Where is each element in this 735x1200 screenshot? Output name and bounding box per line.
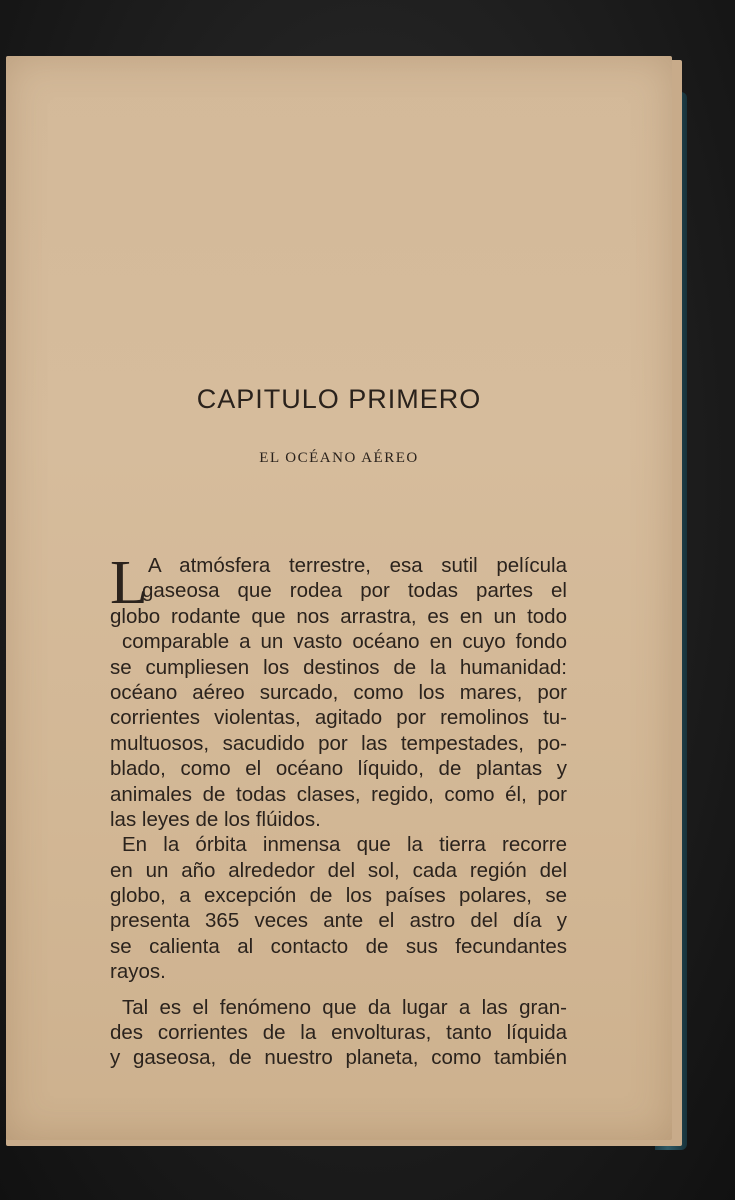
text-line: corrientes violentas, agitado por remolinos tu- [110,706,567,730]
paragraph-1 [110,549,567,832]
text-line: las leyes de los flúidos. [110,807,321,831]
text-line: En la órbita inmensa que la tierra recorre [122,833,567,857]
text-line: multuosos, sacudido por las tempestades, po- [110,731,567,755]
text-line: gaseosa que rodea por todas partes el [142,579,567,603]
text-line: rayos. [110,960,166,984]
text-line: blado, como el océano líquido, de plantas y [110,757,567,781]
text-line: globo, a excepción de los países polares, se [110,884,567,908]
text-line: globo rodante que nos arrastra, es en un todo [110,604,567,628]
text-line: se calienta al contacto de sus fecundantes [110,934,567,958]
body-text [110,549,567,1071]
paragraph-3 [110,995,567,1071]
text-line: océano aéreo surcado, como los mares, por [110,680,567,704]
text-line: Tal es el fenómeno que da lugar a las gran- [122,995,567,1019]
text-line: animales de todas clases, regido, como él, por [110,782,567,806]
text-line: A atmósfera terrestre, esa sutil película [148,554,567,577]
drop-cap: L [110,549,148,617]
book-page [6,56,672,1140]
text-line: se cumpliesen los destinos de la humanidad: [110,655,567,679]
text-line: y gaseosa, de nuestro planeta, como también [110,1046,567,1070]
text-line: presenta 365 veces ante el astro del día y [110,909,567,933]
paragraph-2 [110,832,567,984]
text-line: des corrientes de la envolturas, tanto líquida [110,1021,567,1045]
chapter-subtitle: EL OCÉANO AÉREO [259,450,419,466]
text-line: comparable a un vasto océano en cuyo fondo [122,630,567,654]
text-line: en un año alrededor del sol, cada región del [110,858,567,882]
chapter-title: CAPITULO PRIMERO [196,384,482,414]
